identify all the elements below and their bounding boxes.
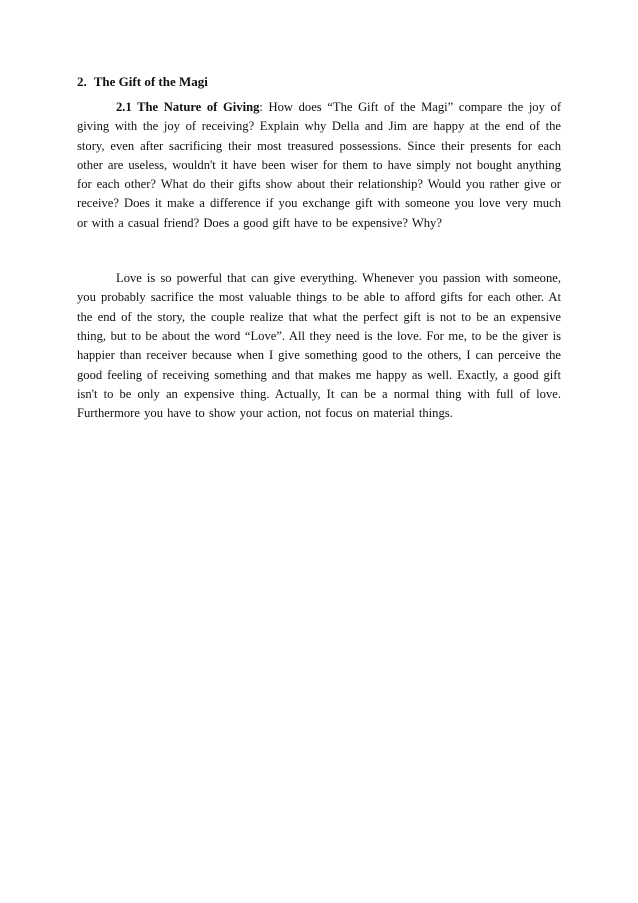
question-prompt xyxy=(77,98,561,233)
essay-paragraph xyxy=(77,269,561,423)
page-content xyxy=(77,73,561,423)
section-number: 2. xyxy=(77,74,87,89)
section-title: The Gift of the Magi xyxy=(93,74,208,89)
subheading: 2.1 The Nature of Giving xyxy=(116,100,260,114)
section-heading xyxy=(77,73,561,91)
essay-text: Love is so powerful that can give everything. Whenever you passion with someone, you probably sacrifice the most valuable things to be able to afford gifts for each other. At the end of the story, the couple realize that what the perfect gift is not to be an expensive thing, but to be about the word “Love”. All they need is the love. For me, to be the giver is happier than receiver because when I give something good to the others, I can perceive the good feeling of receiving something and that makes me happy as well. Exactly, a good gift isn't to be only an expensive thing. Actually, It can be a normal thing with full of love. Furthermore you have to show your action, not focus on material things. xyxy=(77,271,561,421)
prompt-text: : How does “The Gift of the Magi” compare the joy of giving with the joy of receiving? Explain why Della and Jim are happy at the end of the story, even after sacrificing their most treasured possessions. Since their presents for each other are useless, wouldn't it have been wiser for them to have simply not bought anything for each other? What do their gifts show about their relationship? Would you rather give or receive? Does it make a difference if you exchange gift with someone you love very much or with a casual friend? Does a good gift have to be expensive? Why? xyxy=(77,100,562,230)
